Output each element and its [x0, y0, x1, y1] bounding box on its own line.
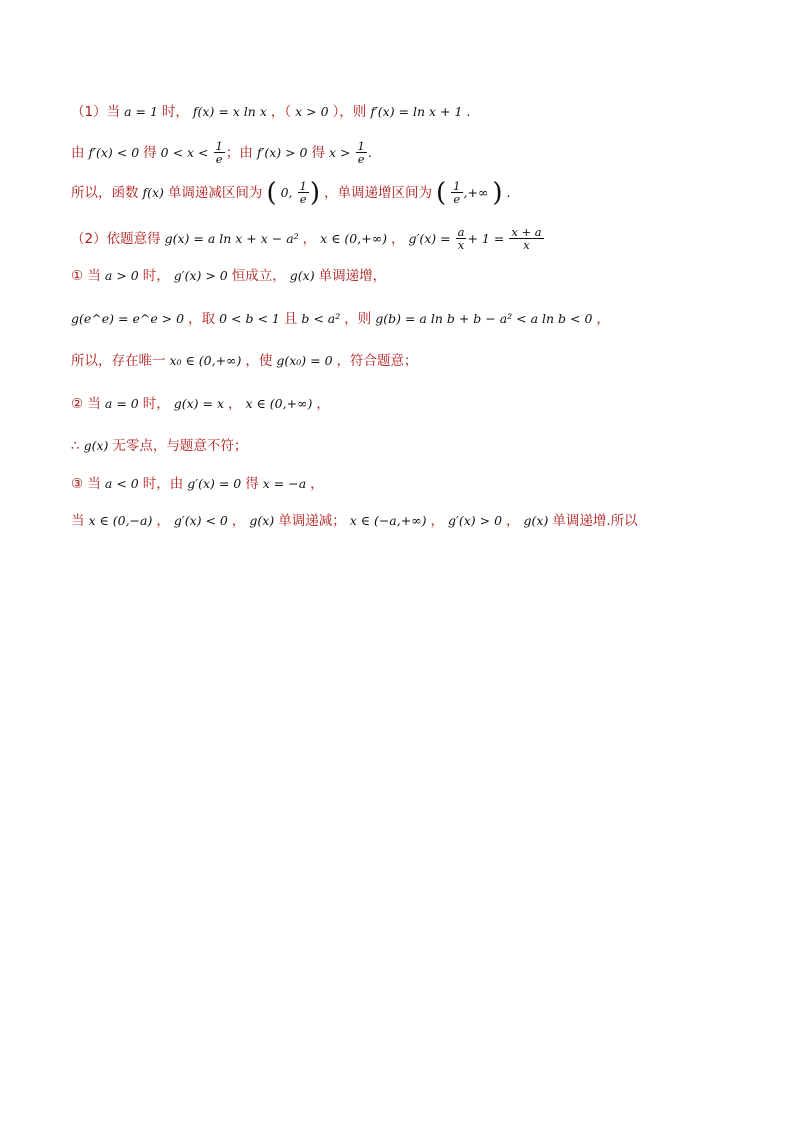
chinese-text: ③ 当: [71, 476, 101, 492]
math-expression: g(b) = a ln b + b − a² < a ln b < 0: [375, 311, 593, 326]
math-expression: x ∈ (0,+∞): [245, 396, 313, 411]
chinese-text: 恒成立，: [231, 268, 286, 284]
chinese-text: 单调递减；: [278, 513, 346, 529]
math-expression: g′(x) > 0: [173, 268, 228, 283]
math-expression: a < 0: [104, 476, 139, 491]
large-bracket: ): [492, 177, 503, 208]
chinese-text: ；由: [225, 144, 253, 161]
math-expression: f(x): [142, 184, 164, 200]
chinese-text: 且: [283, 311, 298, 327]
math-expression: f′(x) > 0: [256, 144, 308, 160]
fraction: [298, 180, 309, 205]
fraction-numerator: 1: [299, 179, 307, 193]
math-expression: 0 < b < 1: [219, 311, 280, 326]
chinese-text: 单调递增，: [318, 268, 387, 284]
chinese-text: ），则: [332, 104, 367, 120]
math-expression: f′(x) = ln x + 1: [370, 104, 463, 119]
math-expression: ,+∞: [463, 184, 489, 200]
chinese-text: （2）依题意得: [71, 230, 161, 247]
chinese-text: ，: [430, 513, 444, 529]
math-expression: g(x₀) = 0: [276, 353, 333, 368]
chinese-text: 当: [71, 513, 85, 529]
fraction-numerator: 1: [357, 139, 365, 153]
chinese-text: 时，由: [142, 476, 184, 492]
fraction: [214, 140, 225, 165]
fraction-denominator: e: [299, 192, 307, 206]
math-expression: f(x) = x ln x: [192, 104, 267, 119]
chinese-text: ，: [156, 513, 170, 529]
case1-condition-line: [71, 266, 390, 286]
math-expression: x ∈ (−a,+∞): [349, 513, 427, 528]
math-expression: x > 0: [295, 104, 329, 119]
chinese-text: ，单调递增区间为: [324, 184, 433, 201]
chinese-text: 得: [311, 144, 326, 161]
math-expression: g′(x) = 0: [187, 476, 242, 491]
part1-derivative-line: [71, 102, 474, 122]
fraction: [456, 226, 467, 251]
large-bracket: (: [436, 177, 447, 208]
chinese-text: 单调递增.所以: [552, 513, 638, 529]
math-expression: g(e^e) = e^e > 0: [71, 311, 185, 326]
math-expression: a > 0: [104, 268, 139, 283]
fraction-denominator: x: [523, 238, 530, 252]
chinese-text: ，取: [188, 311, 216, 327]
math-expression: .: [367, 144, 372, 160]
chinese-text: ，: [391, 230, 405, 247]
fraction-numerator: 1: [215, 139, 223, 153]
chinese-text: 得: [143, 144, 157, 161]
case1-conclusion-line: [71, 351, 422, 371]
math-expression: g′(x) < 0: [173, 513, 228, 528]
math-expression: + 1 =: [467, 230, 505, 246]
math-expression: x ∈ (0,−a): [88, 513, 153, 528]
math-expression: g′(x) =: [408, 230, 451, 246]
chinese-text: （1）当: [71, 104, 121, 120]
fraction: [451, 180, 462, 205]
case3-condition-line: [71, 474, 328, 494]
chinese-text: 单调递减区间为: [167, 184, 263, 201]
math-expression: g′(x) > 0: [448, 513, 503, 528]
math-expression: .: [506, 184, 511, 200]
part2-function-definition-line: [71, 226, 545, 251]
math-expression: g(x): [289, 268, 315, 283]
fraction-denominator: e: [215, 152, 223, 166]
chinese-text: ，使: [245, 353, 273, 369]
chinese-text: ，: [310, 476, 324, 492]
chinese-text: ，则: [344, 311, 372, 327]
case1-evaluation-line: [71, 309, 614, 329]
case3-monotonicity-line: [71, 511, 642, 531]
fraction-denominator: e: [453, 192, 461, 206]
fraction-denominator: e: [357, 152, 365, 166]
chinese-text: ∴: [71, 438, 80, 454]
math-expression: a = 0: [104, 396, 139, 411]
math-expression: g(x) = a ln x + x − a²: [164, 230, 299, 246]
math-expression: 0,: [280, 184, 293, 200]
chinese-text: ，: [231, 513, 246, 529]
fraction-denominator: x: [457, 238, 465, 252]
math-expression: x₀ ∈ (0,+∞): [169, 353, 242, 368]
math-expression: x ∈ (0,+∞): [320, 230, 387, 246]
chinese-text: ，符合题意；: [336, 353, 418, 369]
chinese-text: 时，: [161, 104, 189, 120]
chinese-text: ，: [316, 396, 330, 412]
math-expression: g(x): [83, 438, 109, 453]
large-bracket: (: [266, 177, 277, 208]
math-expression: 0 < x <: [160, 144, 209, 160]
chinese-text: ② 当: [71, 396, 101, 412]
chinese-text: ，: [302, 230, 317, 247]
chinese-text: 由: [71, 144, 85, 161]
part1-sign-analysis-line: [71, 140, 376, 165]
chinese-text: 无零点，与题意不符；: [112, 438, 248, 454]
chinese-text: 得: [245, 476, 259, 492]
chinese-text: 所以，函数: [71, 184, 139, 201]
chinese-text: 时，: [142, 396, 170, 412]
math-expression: a = 1: [124, 104, 158, 119]
fraction: [509, 226, 543, 251]
chinese-text: ，: [228, 396, 242, 412]
case2-condition-line: [71, 394, 334, 414]
fraction: [356, 140, 367, 165]
chinese-text: 时，: [142, 268, 170, 284]
chinese-text: ，（: [270, 104, 292, 120]
fraction-numerator: 1: [453, 179, 461, 193]
math-expression: g(x): [523, 513, 549, 528]
large-bracket: ): [309, 177, 321, 208]
chinese-text: 所以，存在唯一: [71, 353, 166, 369]
fraction-numerator: x + a: [511, 225, 542, 239]
math-expression: g(x): [249, 513, 275, 528]
math-expression: .: [466, 104, 471, 119]
math-expression: f′(x) < 0: [88, 144, 140, 160]
chinese-text: ，: [596, 311, 610, 327]
math-expression: b < a²: [301, 311, 341, 326]
math-expression: g(x) = x: [173, 396, 225, 411]
math-expression: x >: [329, 144, 351, 160]
fraction-numerator: a: [457, 225, 465, 239]
chinese-text: ① 当: [71, 268, 101, 284]
case2-conclusion-line: [71, 436, 251, 456]
part1-monotonic-intervals-line: [71, 177, 515, 208]
math-expression: x = −a: [262, 476, 307, 491]
chinese-text: ，: [506, 513, 520, 529]
